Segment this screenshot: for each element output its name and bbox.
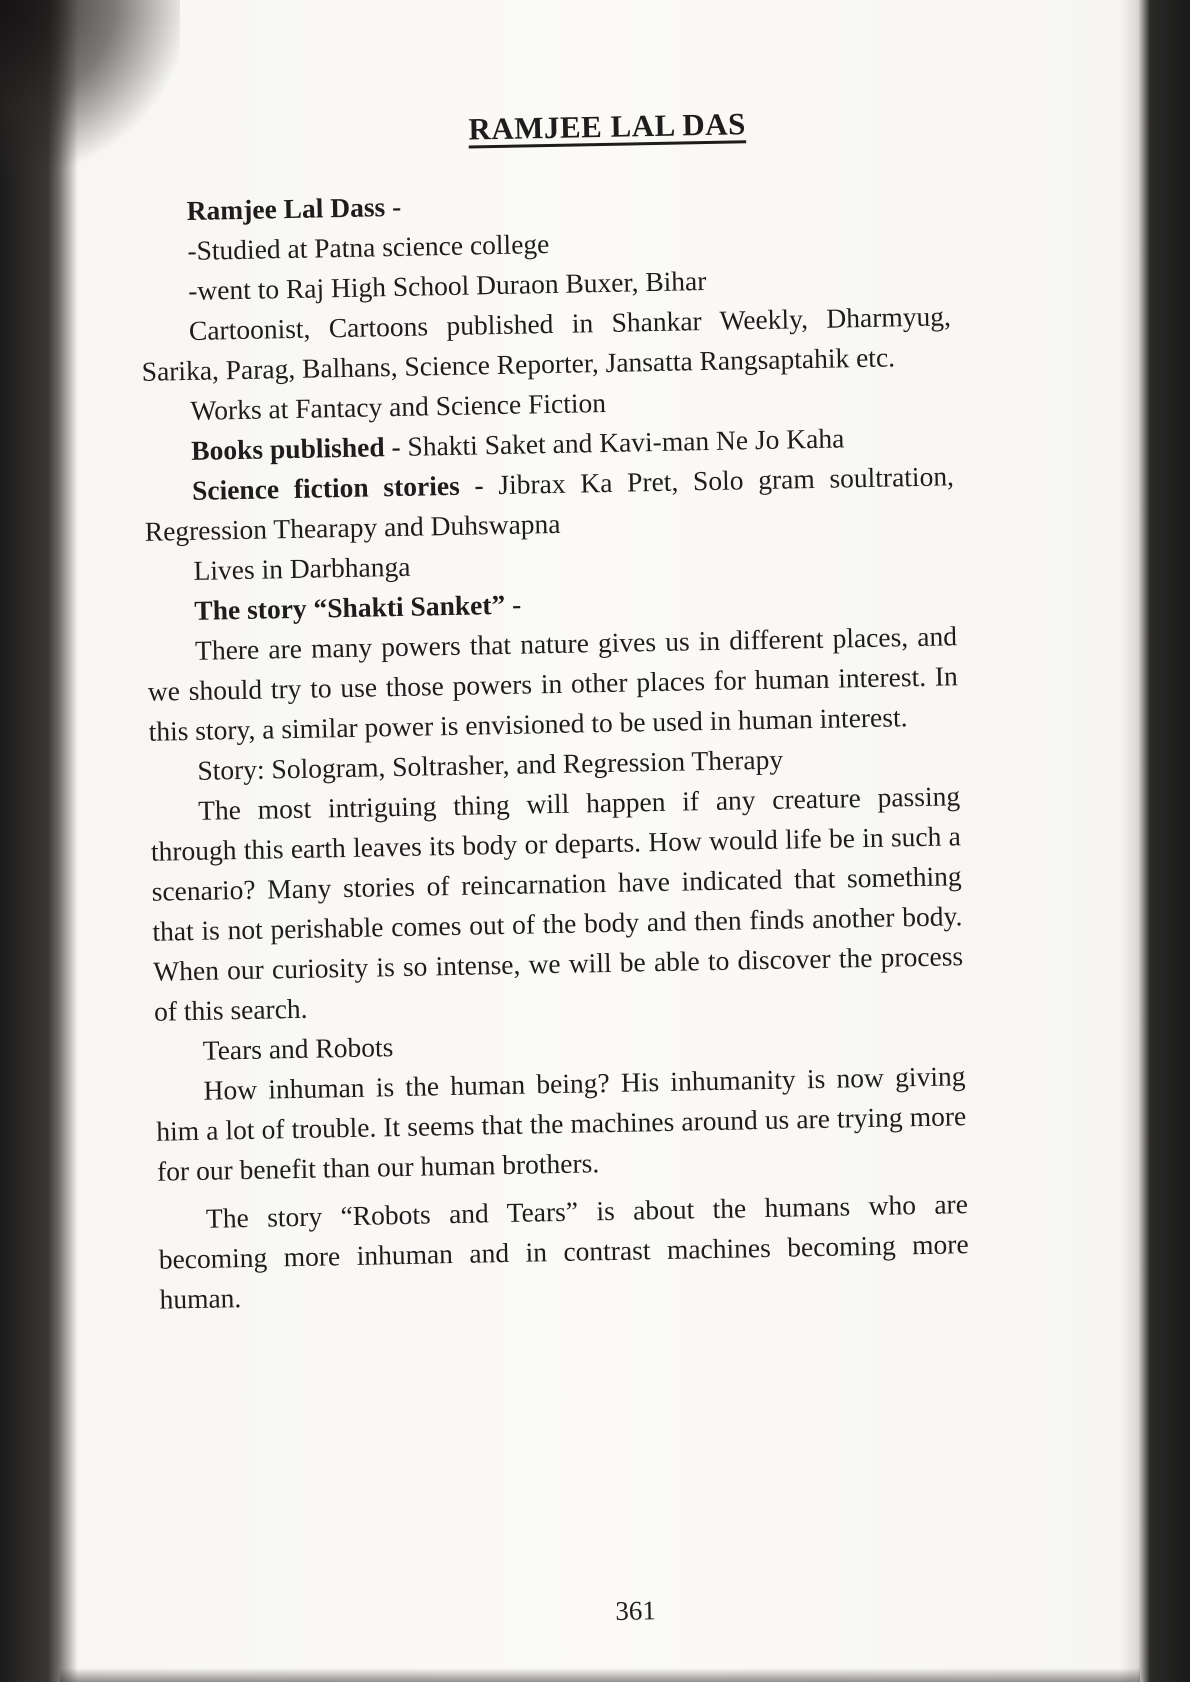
author-heading: Ramjee Lal Dass - xyxy=(186,190,402,226)
lives-line: Lives in Darbhanga xyxy=(193,550,411,586)
education-line-1: -Studied at Patna science college xyxy=(187,228,550,266)
book-page xyxy=(137,102,976,1647)
bottom-edge-shadow xyxy=(60,1668,1140,1682)
works-line: Works at Fantacy and Science Fiction xyxy=(190,386,607,426)
page-title: RAMJEE LAL DAS xyxy=(468,106,747,147)
story3-heading: Tears and Robots xyxy=(202,1031,394,1066)
books-label: Books published - xyxy=(190,430,401,466)
story-paragraph: There are many powers that nature gives us in different places, and we should try to use those powers in other places for human interest. In this story, a similar power is envisioned to be used in human interest. xyxy=(147,620,959,747)
story2-paragraph: The most intriguing thing will happen if any creature passing through this earth leaves its body or departs. How would life be in such a scenario? Many stories of reincarnation have indicated that something that is not perishable comes out of the body and then finds another body. When our curiosity is so intense, we will be able to discover the process of this search. xyxy=(150,780,964,1027)
stories-label: Science fiction stories - xyxy=(191,469,484,506)
education-line-2: -went to Raj High School Duraon Buxer, Bihar xyxy=(187,265,707,306)
books-value: Shakti Saket and Kavi-man Ne Jo Kaha xyxy=(400,422,845,462)
page-number: 361 xyxy=(615,1595,657,1626)
stories-value: Jibrax Ka Pret, Solo gram soultration, Regression Thearapy and Duhswapna xyxy=(144,460,955,547)
story3-paragraph: How inhuman is the human being? His inhumanity is now giving him a lot of trouble. It seems that the machines around us are trying more for our benefit than our human brothers. xyxy=(156,1060,967,1187)
stories-paragraph xyxy=(144,456,955,552)
story2-heading: Story: Sologram, Soltrasher, and Regression Therapy xyxy=(197,743,784,786)
story3-paragraph-2: The story “Robots and Tears” is about the humans who are becoming more inhuman and in contrast machines becoming more human. xyxy=(158,1188,969,1315)
story-heading: The story “Shakti Sanket” - xyxy=(194,588,522,626)
cartoonist-paragraph: Cartoonist, Cartoons published in Shankar Weekly, Dharmyug, Sarika, Parag, Balhans, Science Reporter, Jansatta Rangsaptahik etc. xyxy=(141,300,952,387)
